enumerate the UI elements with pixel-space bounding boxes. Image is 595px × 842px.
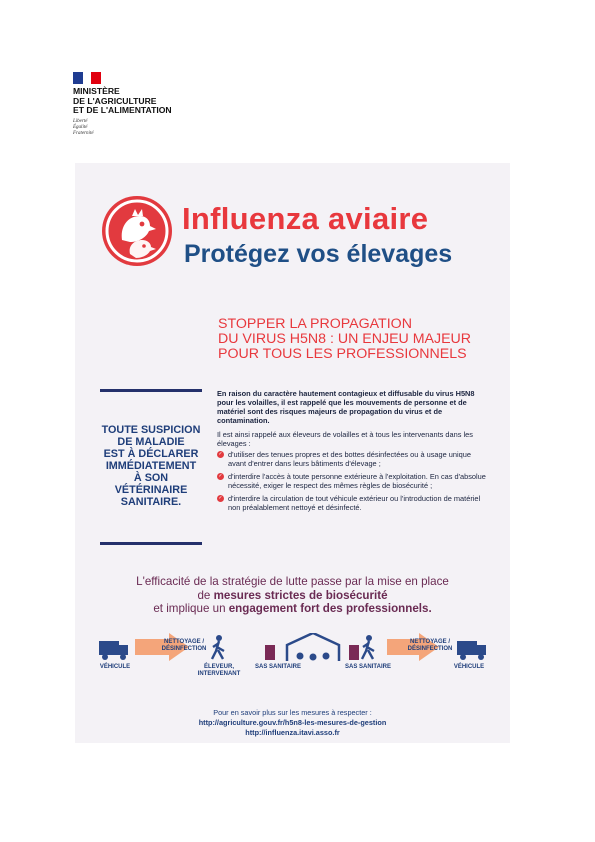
airlock-icon bbox=[265, 645, 275, 660]
airlock-icon bbox=[349, 645, 359, 660]
check-icon: ✓ bbox=[218, 495, 223, 501]
strategy-statement: L'efficacité de la stratégie de lutte passe par la mise en place de mesures strictes de biosécurité et implique un engagement fort des professionnels. bbox=[136, 575, 449, 615]
more-info: Pour en savoir plus sur les mesures à respecter : http://agriculture.gouv.fr/h5n8-les-mesures-de-gestion http://influenza.itavi.asso.fr bbox=[150, 708, 435, 738]
flow-label-vehicle-left: VÉHICULE bbox=[99, 664, 131, 670]
measures-list bbox=[217, 450, 489, 512]
check-icon: ✓ bbox=[218, 451, 223, 457]
flow-label-breeder: ÉLEVEUR, INTERVENANT bbox=[197, 664, 241, 677]
flow-label-airlock-left: SAS SANITAIRE bbox=[255, 664, 301, 670]
lead-paragraph: En raison du caractère hautement contagieux et diffusable du virus H5N8 pour les volailles, il est rappelé que les mouvements de personne et de matériel sont des risques majeurs de propagation du virus et de contamination. bbox=[217, 389, 475, 425]
marianne-flag-icon bbox=[73, 72, 101, 84]
divider bbox=[100, 542, 202, 545]
flow-label-cleaning-right: NETTOYAGE / DÉSINFECTION bbox=[407, 639, 453, 652]
poultry-barn-icon bbox=[287, 633, 339, 661]
poster-subtitle: Protégez vos élevages bbox=[184, 240, 453, 268]
link-itavi[interactable]: http://influenza.itavi.asso.fr bbox=[245, 728, 340, 737]
link-agriculture[interactable]: http://agriculture.gouv.fr/h5n8-les-mesures-de-gestion bbox=[198, 718, 387, 727]
check-icon: ✓ bbox=[218, 473, 223, 479]
list-item: ✓ d'interdire la circulation de tout véhicule extérieur ou l'introduction de matériel non préalablement nettoyé et désinfecté. bbox=[218, 494, 481, 512]
truck-icon bbox=[99, 641, 128, 660]
headline: STOPPER LA PROPAGATION DU VIRUS H5N8 : UN ENJEU MAJEUR POUR TOUS LES PROFESSIONNELS bbox=[218, 316, 472, 362]
ministry-logo bbox=[73, 72, 172, 137]
side-notice-text: TOUTE SUSPICION DE MALADIE EST À DÉCLARER IMMÉDIATEMENT À SON VÉTÉRINAIRE SANITAIRE. bbox=[101, 424, 201, 508]
flow-label-vehicle-right: VÉHICULE bbox=[453, 664, 485, 670]
biosecurity-flow-diagram bbox=[97, 633, 492, 683]
side-notice bbox=[100, 389, 202, 545]
list-item: ✓ d'interdire l'accès à toute personne extérieure à l'exploitation. En cas d'absolue nécessité, exiger le respect des mêmes règles de biosécurité ; bbox=[218, 472, 486, 490]
list-item: ✓ d'utiliser des tenues propres et des bottes désinfectées ou à usage unique avant d'entrer dans leurs bâtiments d'élevage ; bbox=[218, 450, 471, 468]
walking-person-icon bbox=[212, 635, 224, 659]
divider bbox=[100, 389, 202, 392]
bird-head-icon bbox=[102, 196, 172, 266]
body-text bbox=[217, 389, 489, 516]
ministry-name: MINISTÈRE DE L'AGRICULTURE ET DE L'ALIMENTATION bbox=[73, 86, 172, 115]
poster-title: Influenza aviaire bbox=[182, 201, 429, 236]
intro-paragraph: Il est ainsi rappelé aux éleveurs de volailles et à tous les intervenants dans les élevages : bbox=[217, 430, 473, 448]
influenza-poster bbox=[75, 163, 510, 743]
truck-icon bbox=[457, 641, 486, 660]
walking-person-icon bbox=[362, 635, 374, 659]
flow-label-airlock-right: SAS SANITAIRE bbox=[345, 664, 391, 670]
flow-label-cleaning-left: NETTOYAGE / DÉSINFECTION bbox=[161, 639, 207, 652]
republic-motto: Liberté Égalité Fraternité bbox=[73, 118, 94, 136]
